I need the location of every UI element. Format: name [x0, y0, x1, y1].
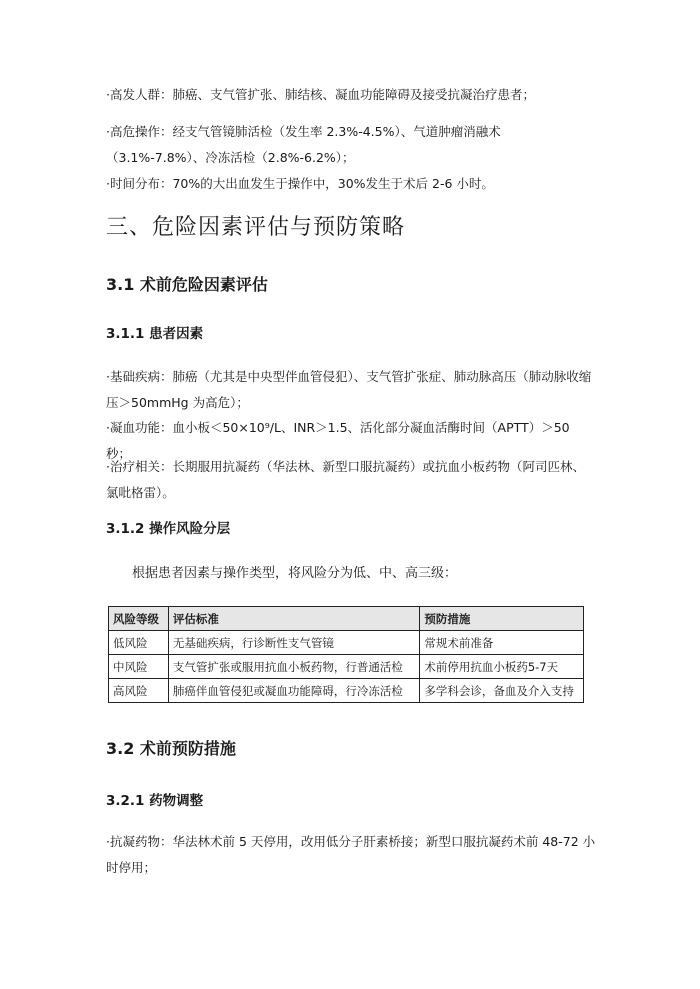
patient-factor-disease: ·基础疾病：肺癌（尤其是中央型伴血管侵犯）、支气管扩张症、肺动脉高压（肺动脉收缩压＞50mmHg 为高危）；: [106, 369, 592, 410]
section-3-2-1-heading: 3.2.1 药物调整: [106, 793, 204, 809]
paragraph-time-distribution: ·时间分布：70%的大出血发生于操作中，30%发生于术后 2-6 小时。: [106, 176, 494, 191]
table-cell: 多学科会诊，备血及介入支持: [420, 679, 584, 703]
table-cell: 常规术前准备: [420, 631, 584, 655]
risk-stratification-intro: 根据患者因素与操作类型，将风险分为低、中、高三级：: [132, 566, 458, 581]
table-cell: 高风险: [109, 679, 169, 703]
table-cell: 低风险: [109, 631, 169, 655]
table-row: [109, 679, 584, 703]
paragraph-high-risk-operations: ·高危操作：经支气管镜肺活检（发生率 2.3%-4.5%）、气道肿瘤消融术（3.1%-7.8%）、冷冻活检（2.8%-6.2%）；: [106, 124, 501, 165]
drug-adjustment-anticoagulant: ·抗凝药物：华法林术前 5 天停用，改用低分子肝素桥接；新型口服抗凝药术前 48-72 小时停用；: [106, 834, 596, 875]
table-cell: 无基础疾病，行诊断性支气管镜: [168, 631, 419, 655]
table-row: [109, 631, 584, 655]
patient-factor-coagulation: ·凝血功能：血小板＜50×10⁹/L、INR＞1.5、活化部分凝血活酶时间（APTT）＞50 秒；: [106, 420, 570, 461]
risk-stratification-table: [108, 606, 584, 703]
section-3-heading: 三、危险因素评估与预防策略: [106, 215, 406, 240]
table-header-cell: 风险等级: [109, 607, 169, 631]
table-header-row: [109, 607, 584, 631]
table-cell: 中风险: [109, 655, 169, 679]
table-row: [109, 655, 584, 679]
section-3-1-heading: 3.1 术前危险因素评估: [106, 275, 268, 294]
table-header-cell: 预防措施: [420, 607, 584, 631]
patient-factor-treatment: ·治疗相关：长期服用抗凝药（华法林、新型口服抗凝药）或抗血小板药物（阿司匹林、氯吡格雷）。: [106, 459, 585, 500]
table-header-cell: 评估标准: [168, 607, 419, 631]
table-cell: 肺癌伴血管侵犯或凝血功能障碍，行冷冻活检: [168, 679, 419, 703]
section-3-2-heading: 3.2 术前预防措施: [106, 739, 236, 758]
section-3-1-2-heading: 3.1.2 操作风险分层: [106, 521, 231, 537]
paragraph-high-risk-group: ·高发人群：肺癌、支气管扩张、肺结核、凝血功能障碍及接受抗凝治疗患者；: [106, 87, 535, 102]
section-3-1-1-heading: 3.1.1 患者因素: [106, 326, 204, 342]
table-cell: 术前停用抗血小板药5-7天: [420, 655, 584, 679]
table-cell: 支气管扩张或服用抗血小板药物，行普通活检: [168, 655, 419, 679]
